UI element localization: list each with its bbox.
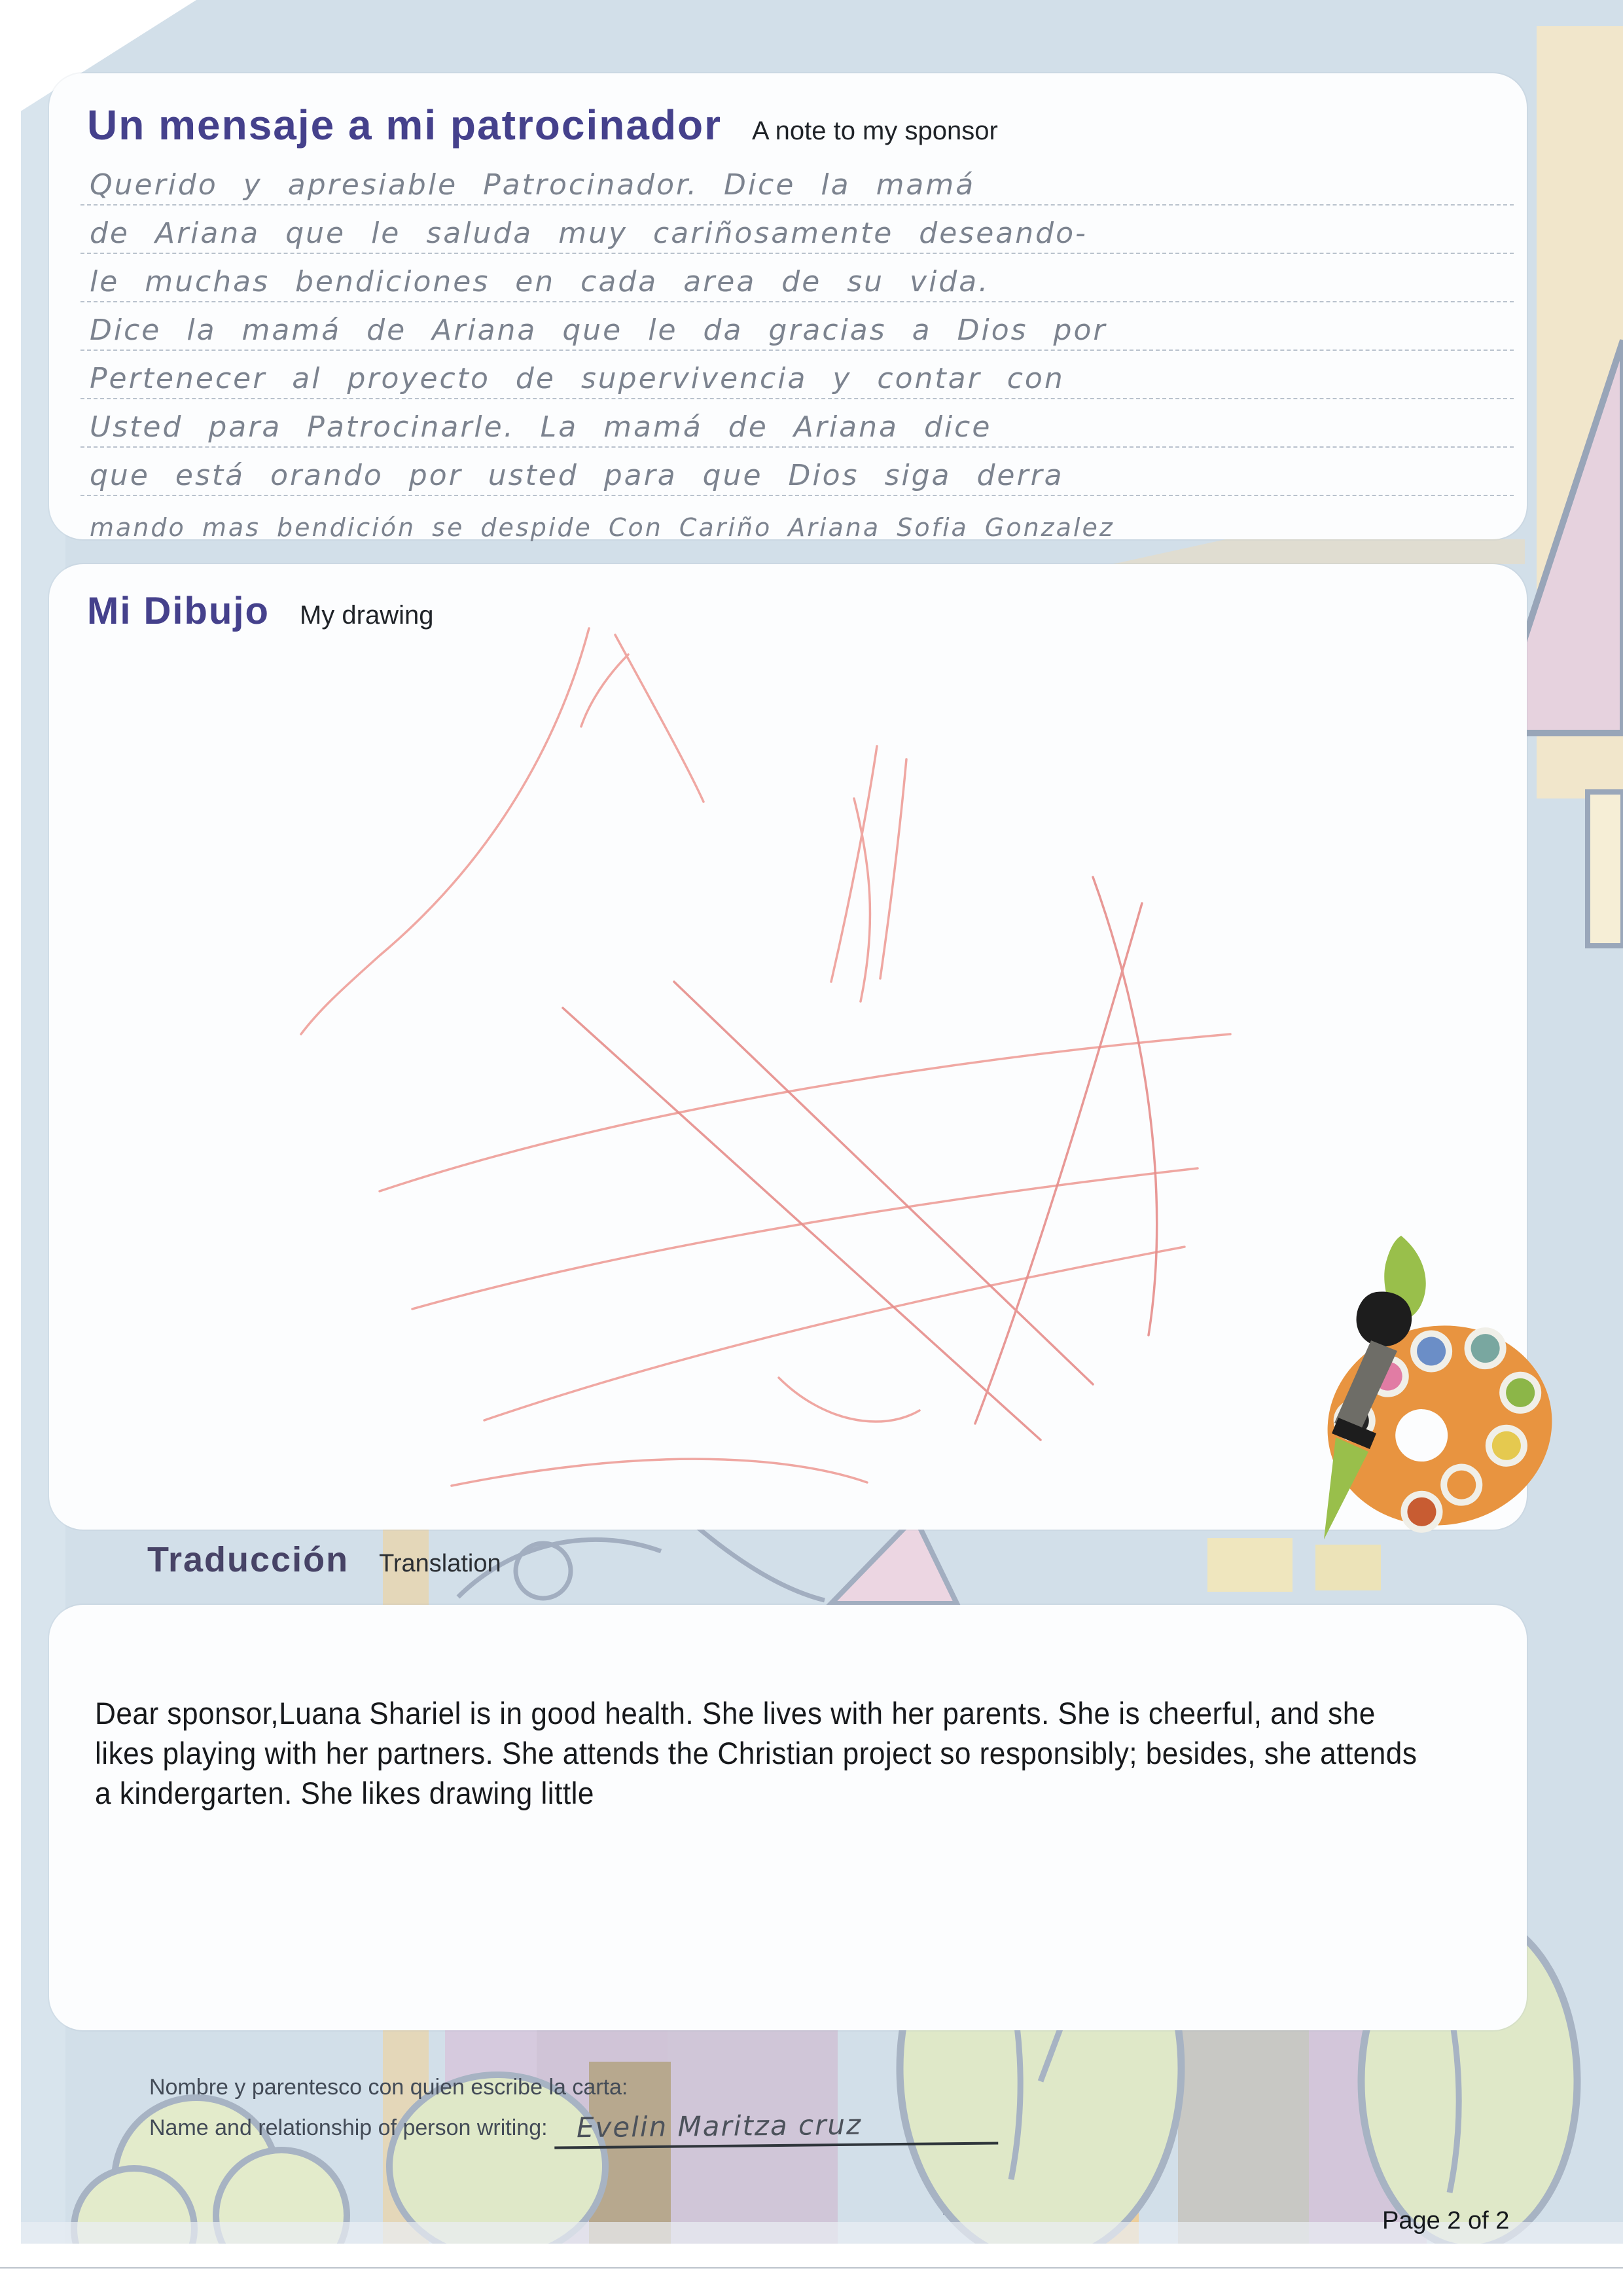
handwritten-line (80, 351, 1514, 399)
message-title-english: A note to my sponsor (752, 117, 998, 145)
scan-bottom-margin (0, 2244, 1623, 2296)
paint-palette-icon (1273, 1229, 1580, 1543)
drawing-title-english: My drawing (299, 601, 434, 630)
writer-label-english: Name and relationship of person writing: (149, 2115, 548, 2140)
handwritten-text: que está orando por usted para que Dios siga derra (90, 459, 1064, 492)
handwritten-text: Usted para Patrocinarle. La mamá de Ariana dice (90, 410, 992, 444)
writer-label-spanish: Nombre y parentesco con quien escribe la carta: (149, 2075, 628, 2100)
translation-header (147, 1539, 501, 1580)
translation-body: Dear sponsor,Luana Shariel is in good health. She lives with her parents. She is cheerful, and she likes playing with her partners. She attends the Christian project so responsibly; besides, she attends a kindergarten. She likes drawing little (95, 1696, 1418, 1811)
bottom-divider-line (0, 2267, 1623, 2269)
message-title-spanish: Un mensaje a mi patrocinador (87, 101, 722, 149)
translation-card (49, 1605, 1527, 2030)
handwritten-line (80, 302, 1514, 351)
handwritten-text: le muchas bendiciones en cada area de su vida. (90, 265, 990, 298)
scan-left-margin (0, 0, 21, 2296)
handwritten-line (80, 448, 1514, 496)
page-number: Page 2 of 2 (1382, 2207, 1510, 2234)
handwritten-line (80, 399, 1514, 448)
writer-section (149, 2067, 998, 2148)
handwritten-text: Pertenecer al proyecto de supervivencia y contar con (90, 362, 1065, 395)
writer-name-handwritten: Evelin Maritza cruz (554, 2107, 998, 2149)
translation-title-spanish: Traducción (147, 1540, 349, 1579)
message-header (87, 101, 998, 149)
handwritten-line (80, 206, 1514, 254)
handwritten-line (80, 157, 1514, 206)
message-card (49, 73, 1527, 542)
child-drawing (223, 615, 1335, 1512)
translation-title-english: Translation (379, 1550, 501, 1577)
handwritten-text: de Ariana que le saluda muy cariñosamente deseando- (90, 217, 1088, 250)
handwritten-line (80, 254, 1514, 302)
handwritten-text: mando mas bendición se despide Con Cariño Ariana Sofia Gonzalez (90, 513, 1115, 542)
drawing-title-spanish: Mi Dibujo (87, 590, 270, 632)
handwritten-text: Dice la mamá de Ariana que le da gracias a Dios por (90, 314, 1107, 347)
handwritten-line (80, 496, 1514, 543)
handwritten-message (80, 157, 1514, 543)
handwritten-text: Querido y apresiable Patrocinador. Dice la mamá (90, 168, 976, 202)
